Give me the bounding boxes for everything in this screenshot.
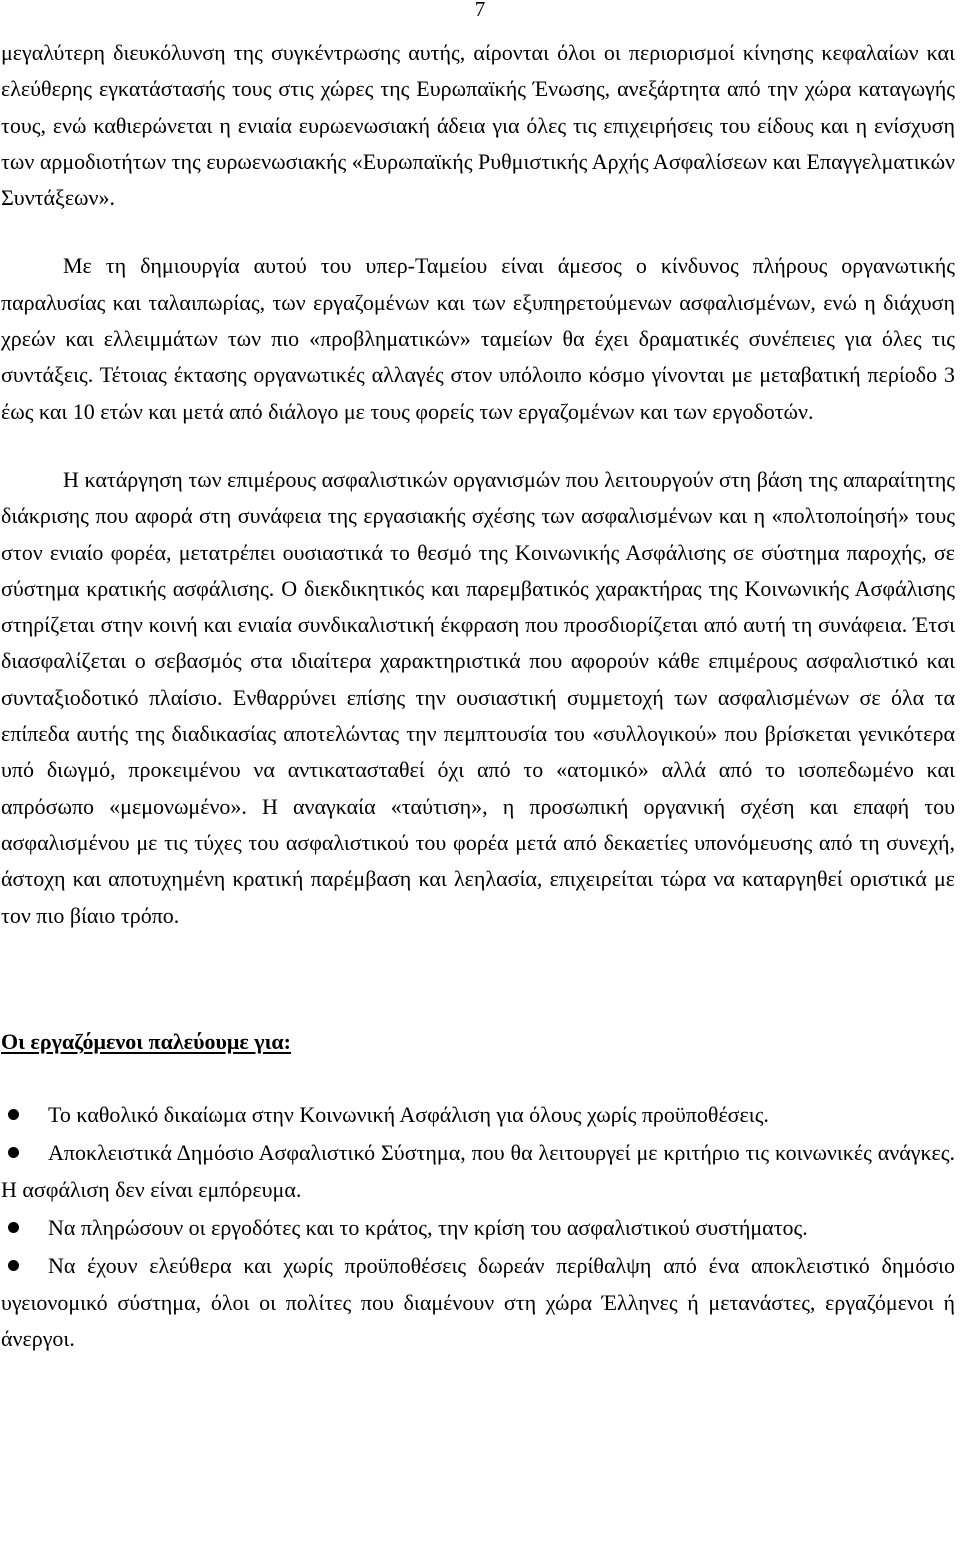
list-item-text: Να πληρώσουν οι εργοδότες και το κράτος, την κρίση του ασφαλιστικού συστήματος. [48,1215,808,1241]
demands-list [1,1097,955,1357]
list-item [1,1097,955,1133]
list-item-text: Να έχουν ελεύθερα και χωρίς προϋποθέσεις δωρεάν περίθαλψη από ένα αποκλειστικό δημόσιο υγειονομικό σύστημα, όλοι οι πολίτες που διαμένουν στη χώρα Έλληνες ή μετανάστες, εργαζόμενοι ή άνεργοι. [1,1253,955,1351]
document-body [1,35,955,1359]
bullet-icon [1,1121,48,1122]
list-item [1,1248,955,1357]
paragraph-2: Με τη δημιουργία αυτού του υπερ-Ταμείου είναι άμεσος ο κίνδυνος πλήρους οργανωτικής παραλυσίας και ταλαιπωρίας, των εργαζομένων και των εξυπηρετούμενων ασφαλισμένων, ενώ η διάχυση χρεών και ελλειμμάτων των πιο «προβληματικών» ταμείων θα έχει δραματικές συνέπειες για όλες τις συντάξεις. Τέτοιας έκτασης οργανωτικές αλλαγές στον υπόλοιπο κόσμο γίνονται με μεταβατική περίοδο 3 έως και 10 ετών και μετά από διάλογο με τους φορείς των εργαζομένων και των εργοδοτών. [1,253,955,424]
bullet-icon [1,1159,48,1160]
paragraph-3: Η κατάργηση των επιμέρους ασφαλιστικών οργανισμών που λειτουργούν στη βάση της απαραίτητης διάκρισης που αφορά στη συνάφεια της εργασιακής σχέσης των ασφαλισμένων και η «πολτοποίησή» τους στον ενιαίο φορέα, μετατρέπει ουσιαστικά το θεσμό της Κοινωνικής Ασφάλισης σε σύστημα παροχής, σε σύστημα κρατικής ασφάλισης. Ο διεκδικητικός και παρεμβατικός χαρακτήρας της Κοινωνικής Ασφάλισης στηρίζεται στην κοινή και ενιαία συνδικαλιστική έκφραση που προσδιορίζεται από αυτή τη συνάφεια. Έτσι διασφαλίζεται ο σεβασμός στα ιδιαίτερα χαρακτηριστικά που αφορούν κάθε επιμέρους ασφαλιστικό και συνταξιοδοτικό πλαίσιο. Ενθαρρύνει επίσης την ουσιαστική συμμετοχή των ασφαλισμένων σε όλα τα επίπεδα αυτής της διαδικασίας αποτελώντας την πεμπτουσία του «συλλογικού» που βρίσκεται γενικότερα υπό διωγμό, προκειμένου να αντικατασταθεί όχι από το «ατομικό» αλλά από το ισοπεδωμένο και απρόσωπο «μεμονωμένο». Η αναγκαία «ταύτιση», η προσωπική οργανική σχέση και επαφή του ασφαλισμένου με τις τύχες του ασφαλιστικού του φορέα μετά από δεκαετίες υπονόμευσης από τη συνεχή, άστοχη και αποτυχημένη κρατική παρέμβαση και λεηλασία, επιχειρείται τώρα να καταργηθεί οριστικά με τον πιο βίαιο τρόπο. [1,466,955,928]
page-number: 7 [474,0,486,21]
list-item-text: Το καθολικό δικαίωμα στην Κοινωνική Ασφάλιση για όλους χωρίς προϋποθέσεις. [48,1102,769,1128]
list-item [1,1135,955,1208]
section-heading: Οι εργαζόμενοι παλεύουμε για: [1,1028,291,1054]
list-item-text: Αποκλειστικά Δημόσιο Ασφαλιστικό Σύστημα, που θα λειτουργεί με κριτήριο τις κοινωνικές ανάγκες. Η ασφάλιση δεν είναι εμπόρευμα. [1,1140,955,1202]
list-item [1,1210,955,1246]
paragraph-1: μεγαλύτερη διευκόλυνση της συγκέντρωσης αυτής, αίρονται όλοι οι περιορισμοί κίνησης κεφαλαίων και ελεύθερης εγκατάστασής τους στις χώρες της Ευρωπαϊκής Ένωσης, ανεξάρτητα από την χώρα καταγωγής τους, ενώ καθιερώνεται η ενιαία ευρωενωσιακή άδεια για όλες τις επιχειρήσεις του είδους και η ενίσχυση των αρμοδιοτήτων της ευρωενωσιακής «Ευρωπαϊκής Ρυθμιστικής Αρχής Ασφαλίσεων και Επαγγελματικών Συντάξεων». [1,40,955,211]
bullet-icon [1,1234,48,1235]
bullet-icon [1,1272,48,1273]
